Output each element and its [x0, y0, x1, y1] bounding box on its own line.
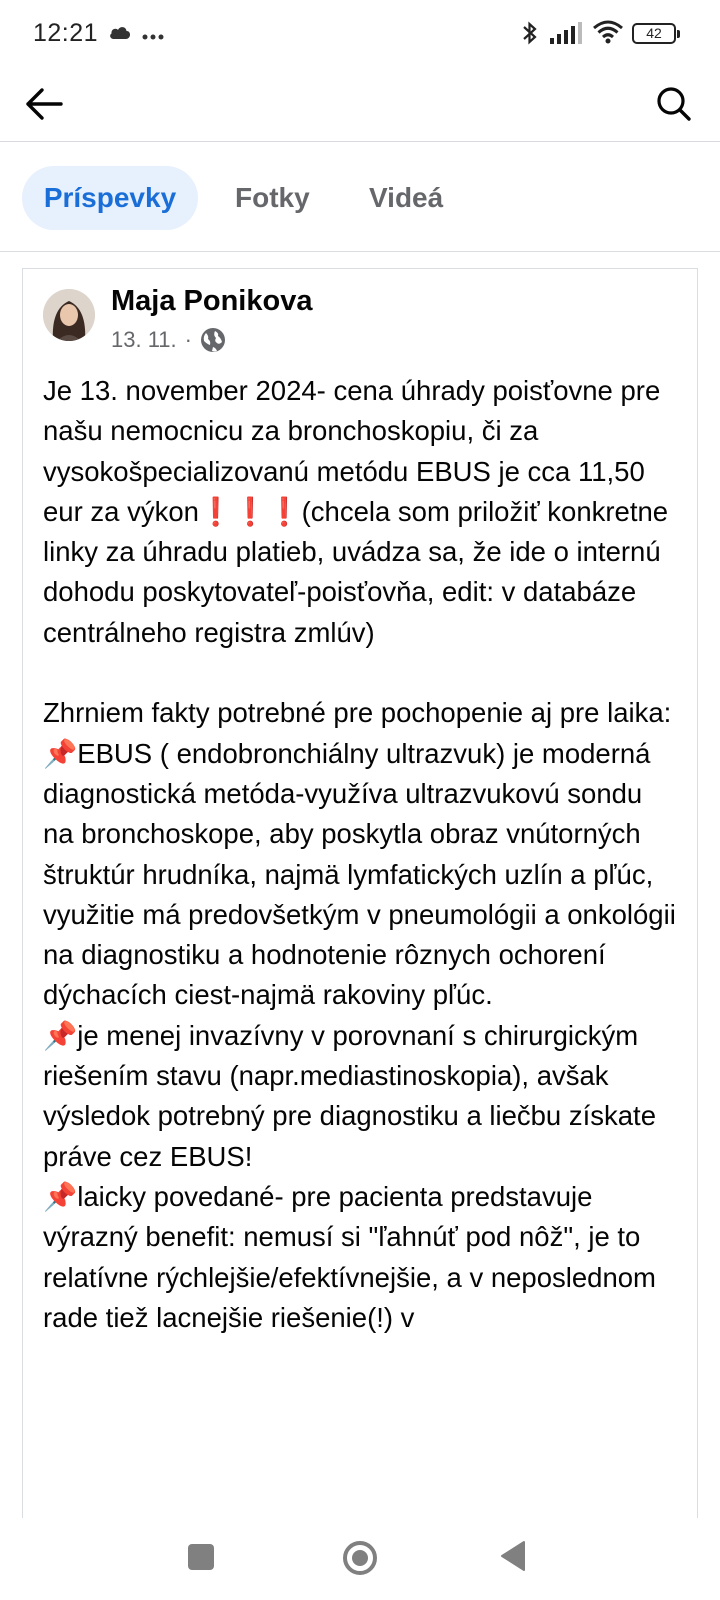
cloud-icon — [108, 24, 132, 45]
wifi-icon — [592, 20, 624, 49]
post-date[interactable]: 13. 11. — [111, 327, 177, 352]
post-meta — [111, 327, 226, 353]
tab-videos[interactable]: Videá — [369, 182, 444, 213]
back-triangle-icon[interactable] — [500, 1540, 526, 1577]
post-card — [22, 268, 698, 1518]
battery-icon — [632, 23, 676, 44]
content-tabs — [0, 142, 720, 252]
top-app-bar — [0, 66, 720, 142]
system-nav-bar — [0, 1518, 720, 1600]
search-button[interactable] — [650, 80, 698, 128]
status-time: 12:21 — [33, 19, 99, 47]
home-icon[interactable] — [342, 1540, 378, 1576]
signal-icon — [550, 22, 584, 49]
status-bar — [0, 0, 720, 66]
recents-icon[interactable] — [188, 1544, 214, 1570]
battery-level: 42 — [646, 25, 662, 41]
arrow-left-icon — [24, 87, 64, 121]
meta-separator: · — [184, 327, 192, 352]
author-name[interactable]: Maja Ponikova — [111, 285, 313, 317]
back-button[interactable] — [20, 82, 68, 126]
post-text: Je 13. november 2024- cena úhrady poisťovne pre našu nemocnicu za bronchoskopiu, či za vysokošpecializovanú metódu EBUS je cca 11,50 eur za výkon❗❗❗(chcela som priložiť konkretne linky za úhradu platieb, uvádza sa, že ide o internú dohodu poskytovateľ-poisťovňa, edit: v databáze centrálneho registra zmlúv) Zhrniem fakty potrebné pre pochopenie aj pre laika: 📌EBUS ( endobronchiálny ultrazvuk) je moderná diagnostická metóda-využíva ultrazvukovú sondu na bronchoskope, aby poskytla obraz vnútorných štruktúr hrudníka, najmä lymfatických uzlín a pľúc, využitie má predovšetkým v pneumológii a onkológii na diagnostiku a hodnotenie rôznych ochorení dýchacích ciest-najmä rakoviny pľúc. 📌je menej invazívny v porovnaní s chirurgickým riešením stavu (napr.mediastinoskopia), avšak výsledok potrebný pre diagnostiku a liečbu získate práve cez EBUS! 📌laicky povedané- pre pacienta predstavuje výrazný benefit: nemusí si "ľahnúť pod nôž", je to relatívne rýchlejšie/efektívnejšie, a v neposlednom rade tiež lacnejšie riešenie(!) v — [43, 375, 676, 1333]
tab-posts[interactable]: Príspevky — [22, 166, 198, 230]
globe-icon — [200, 327, 226, 353]
search-icon — [656, 86, 692, 122]
avatar[interactable] — [43, 289, 95, 341]
bluetooth-icon — [522, 20, 538, 51]
tab-photos[interactable]: Fotky — [235, 182, 310, 213]
more-dots-icon — [142, 28, 164, 46]
